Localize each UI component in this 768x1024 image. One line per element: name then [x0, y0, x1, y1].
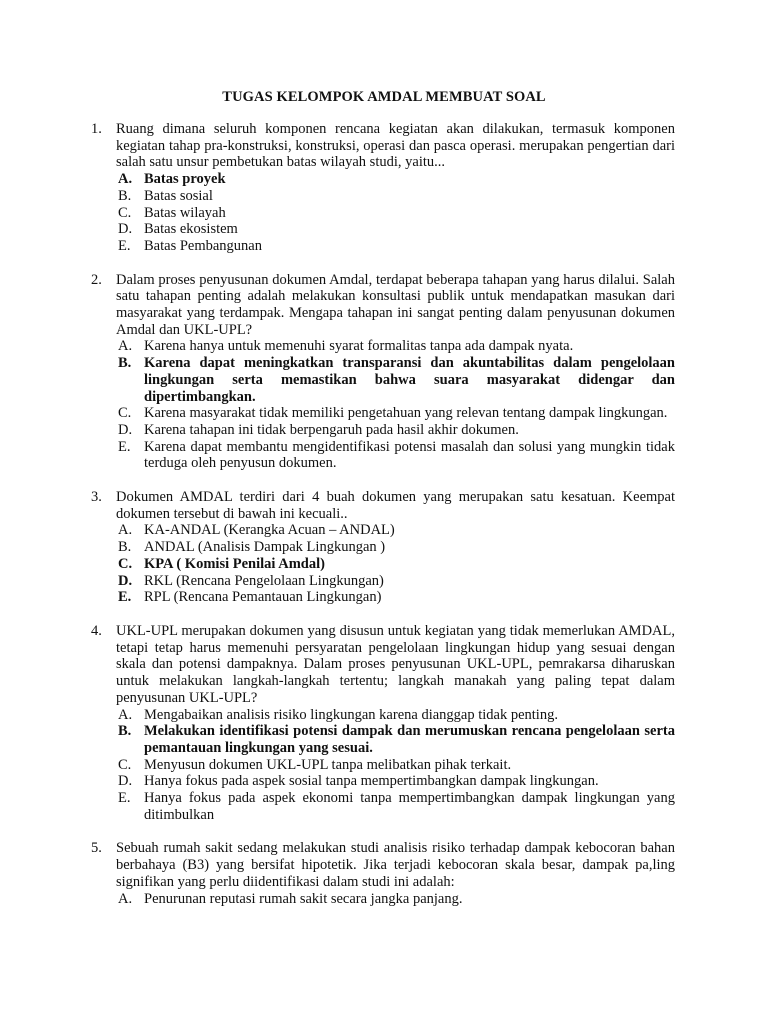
option-d [116, 221, 675, 238]
option-text: Penurunan reputasi rumah sakit secara jangka panjang. [144, 890, 463, 907]
option-list [116, 707, 675, 824]
option-a [116, 522, 675, 539]
question-3 [91, 489, 675, 606]
question-text: Dalam proses penyusunan dokumen Amdal, terdapat beberapa tahapan yang harus dilalui. Salah satu tahapan penting adalah melakukan konsultasi publik untuk mendapatkan masukan dari masyarakat yang terdampak. Mengapa tahapan ini sangat penting dalam penyusunan dokumen Amdal dan UKL-UPL? [116, 271, 675, 338]
option-d [116, 773, 675, 790]
option-label: D. [118, 421, 133, 438]
option-text: Karena dapat meningkatkan transparansi dan akuntabilitas dalam pengelolaan lingkungan serta memastikan bahwa suara masyarakat didengar dan dipertimbangkan. [144, 355, 675, 405]
option-e [116, 790, 675, 823]
question-text: Ruang dimana seluruh komponen rencana kegiatan akan dilakukan, termasuk komponen kegiatan tahap pra-konstruksi, konstruksi, operasi dan pasca operasi. merupakan pengertian dari salah satu unsur pembetukan batas wilayah studi, yaitu... [116, 121, 675, 171]
option-list [116, 891, 675, 908]
option-text: Melakukan identifikasi potensi dampak dan merumuskan rencana pengelolaan serta pemantauan lingkungan yang sesuai. [144, 723, 675, 756]
option-text: RKL (Rencana Pengelolaan Lingkungan) [144, 572, 384, 589]
option-c [116, 757, 675, 774]
option-a [116, 891, 675, 908]
option-c [116, 205, 675, 222]
option-text: ANDAL (Analisis Dampak Lingkungan ) [144, 539, 386, 556]
option-list [116, 338, 675, 472]
option-e [116, 439, 675, 472]
option-a [116, 338, 675, 355]
option-label: A. [118, 522, 133, 539]
question-number: 2. [91, 271, 102, 288]
question-number: 1. [91, 121, 102, 137]
question-text: Dokumen AMDAL terdiri dari 4 buah dokumen yang merupakan satu kesatuan. Keempat dokumen tersebut di bawah ini kecuali.. [116, 489, 675, 522]
option-label: D. [118, 221, 133, 238]
option-text: KA-ANDAL (Kerangka Acuan – ANDAL) [144, 522, 395, 539]
option-text: Karena masyarakat tidak memiliki pengetahuan yang relevan tentang dampak lingkungan. [144, 405, 668, 422]
option-label: A. [118, 706, 133, 723]
option-label: C. [118, 756, 132, 773]
option-text: Mengabaikan analisis risiko lingkungan karena dianggap tidak penting. [144, 706, 558, 723]
option-a [116, 707, 675, 724]
option-text: KPA ( Komisi Penilai Amdal) [144, 555, 325, 572]
option-text: Hanya fokus pada aspek ekonomi tanpa mempertimbangkan dampak lingkungan yang ditimbulkan [144, 790, 675, 823]
question-list [91, 121, 675, 907]
option-label: E. [118, 438, 131, 455]
option-text: Batas sosial [144, 187, 213, 204]
option-text: Karena dapat membantu mengidentifikasi potensi masalah dan solusi yang mungkin tidak terduga oleh penyusun dokumen. [144, 438, 675, 472]
option-label: E. [118, 237, 131, 254]
question-text: Sebuah rumah sakit sedang melakukan studi analisis risiko terhadap dampak kebocoran bahan berbahaya (B3) yang bersifat hipotetik. Jika terjadi kebocoran skala besar, dampak pa,ling signifikan yang perlu diidentifikasi dalam studi ini adalah: [116, 840, 675, 890]
option-b [116, 723, 675, 756]
option-text: Batas proyek [144, 171, 226, 188]
option-text: Hanya fokus pada aspek sosial tanpa mempertimbangkan dampak lingkungan. [144, 773, 599, 790]
question-number: 5. [91, 840, 102, 857]
option-b [116, 539, 675, 556]
question-4 [91, 623, 675, 823]
option-label: E. [118, 790, 131, 807]
option-text: Karena hanya untuk memenuhi syarat formalitas tanpa ada dampak nyata. [144, 338, 574, 355]
question-text: UKL-UPL merupakan dokumen yang disusun untuk kegiatan yang tidak memerlukan AMDAL, tetapi tetap harus memenuhi persyaratan pengelolaan lingkungan hidup yang sesuai dengan skala dan potensi dampaknya. Dalam proses penyusunan UKL-UPL, pemrakarsa diharuskan untuk melakukan langkah-langkah tertentu; langkah manakah yang paling tepat dalam penyusunan UKL-UPL? [116, 622, 675, 706]
option-label: B. [118, 539, 132, 556]
option-d [116, 422, 675, 439]
option-label: A. [118, 338, 133, 355]
option-text: Menyusun dokumen UKL-UPL tanpa melibatkan pihak terkait. [144, 756, 512, 773]
option-text: Batas wilayah [144, 204, 226, 221]
option-label: B. [118, 187, 132, 204]
option-label: C. [118, 555, 133, 572]
option-label: D. [118, 572, 133, 589]
question-number: 4. [91, 622, 102, 639]
option-c [116, 556, 675, 573]
option-label: D. [118, 773, 133, 790]
question-1 [91, 121, 675, 255]
option-c [116, 405, 675, 422]
option-e [116, 238, 675, 255]
option-b [116, 355, 675, 405]
option-d [116, 573, 675, 590]
option-list [116, 171, 675, 255]
question-5 [91, 840, 675, 907]
option-text: Batas ekosistem [144, 221, 238, 238]
option-list [116, 522, 675, 606]
option-e [116, 589, 675, 606]
option-label: C. [118, 204, 132, 221]
option-label: A. [118, 171, 133, 188]
option-label: B. [118, 723, 132, 740]
option-text: Karena tahapan ini tidak berpengaruh pada hasil akhir dokumen. [144, 421, 519, 438]
option-label: B. [118, 355, 132, 372]
option-b [116, 188, 675, 205]
question-2 [91, 272, 675, 472]
question-number: 3. [91, 489, 102, 506]
option-label: C. [118, 405, 132, 422]
option-label: A. [118, 890, 133, 907]
option-a [116, 171, 675, 188]
option-label: E. [118, 589, 132, 606]
option-text: RPL (Rencana Pemantauan Lingkungan) [144, 589, 382, 606]
document-title: TUGAS KELOMPOK AMDAL MEMBUAT SOAL [222, 89, 546, 105]
option-text: Batas Pembangunan [144, 237, 262, 254]
